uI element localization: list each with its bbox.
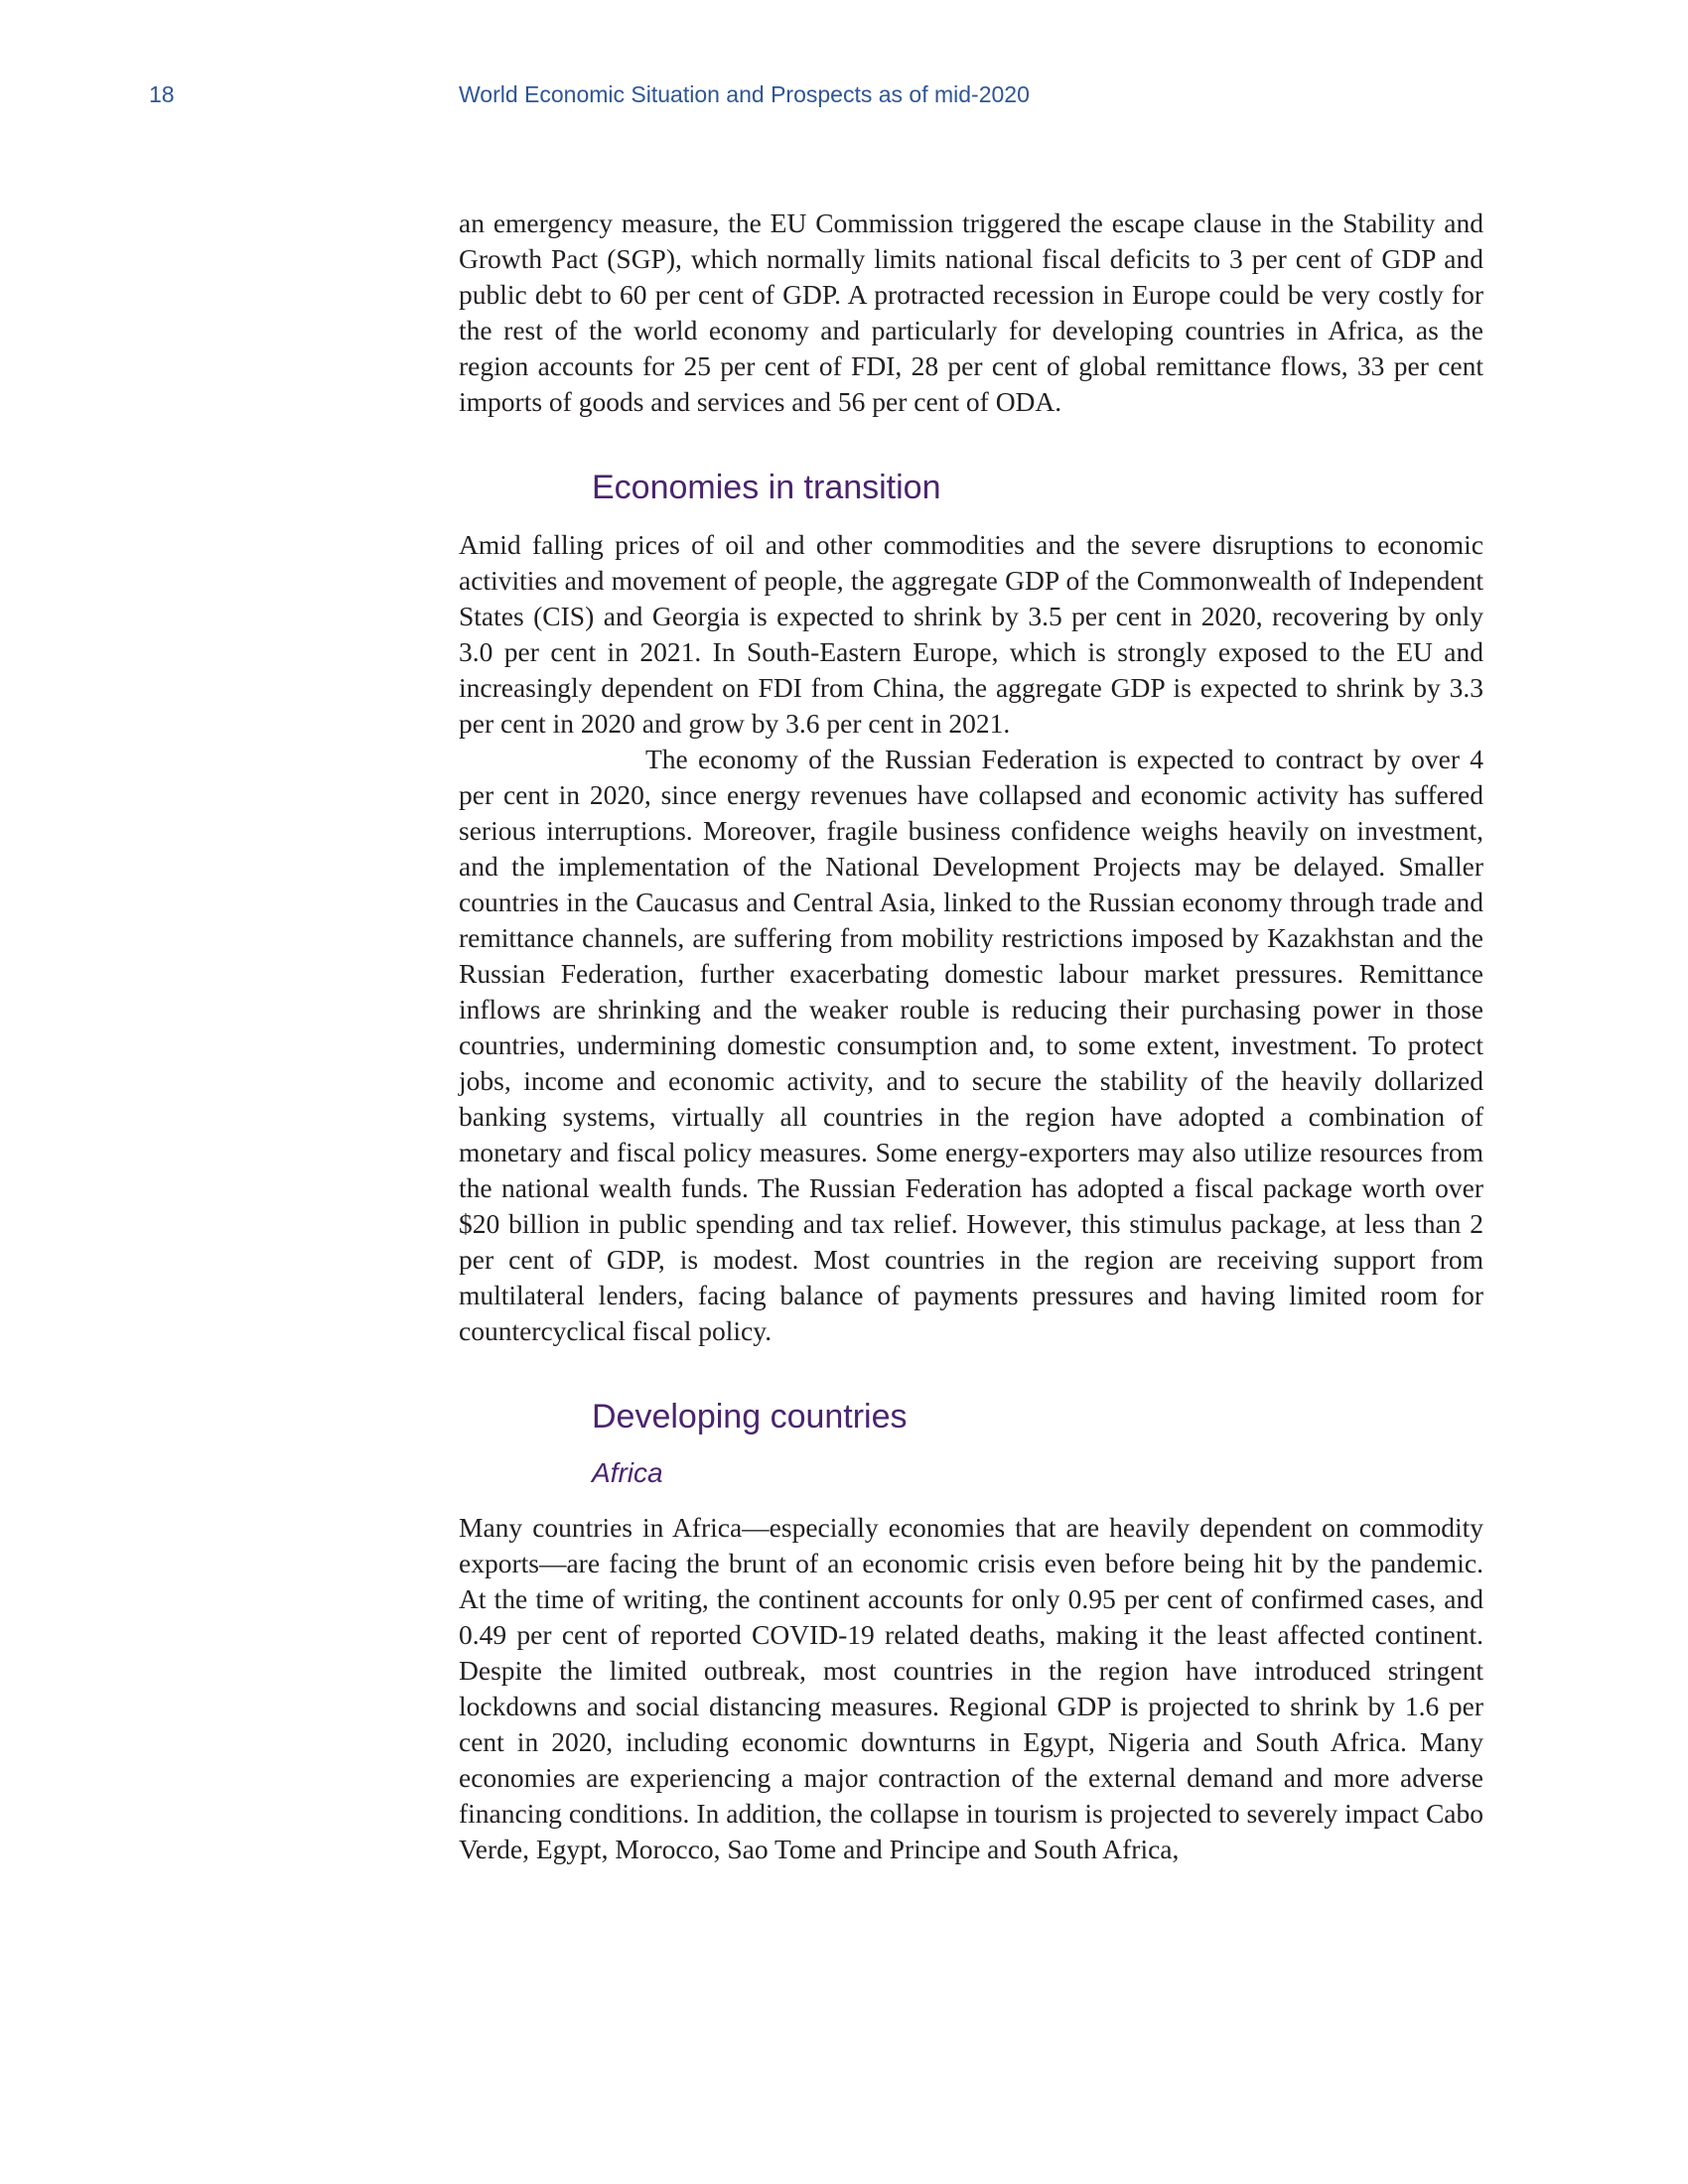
transition-paragraph-2: The economy of the Russian Federation is expected to contract by over 4 per cent in 2020, since energy revenues have collapsed and economic activity has suffered serious interruptions. Moreover, fragile business confidence weighs heavily on investment, and the implementation of the National Development Projects may be delayed. Smaller countries in the Caucasus and Central Asia, linked to the Russian economy through trade and remittance channels, are suffering from mobility restrictions imposed by Kazakhstan and the Russian Federation, further exacerbating domestic labour market pressures. Remittance inflows are shrinking and the weaker rouble is reducing their purchasing power in those countries, undermining domestic consumption and, to some extent, investment. To protect jobs, income and economic activity, and to secure the stability of the heavily dollarized banking systems, virtually all countries in the region have adopted a combination of monetary and fiscal policy measures. Some energy-exporters may also utilize resources from the national wealth funds. The Russian Federation has adopted a fiscal package worth over $20 billion in public spending and tax relief. However, this stimulus package, at less than 2 per cent of GDP, is modest. Most countries in the region are receiving support from multilateral lenders, facing balance of payments pressures and having limited room for countercyclical fiscal policy.: [459, 744, 1483, 1346]
africa-paragraph-1: Many countries in Africa—especially economies that are heavily dependent on commodity exports—are facing the brunt of an economic crisis even before being hit by the pandemic. At the time of writing, the continent accounts for only 0.95 per cent of confirmed cases, and 0.49 per cent of reported COVID-19 related deaths, making it the least affected continent. Despite the limited outbreak, most countries in the region have introduced stringent lockdowns and social distancing measures. Regional GDP is projected to shrink by 1.6 per cent in 2020, including economic downturns in Egypt, Nigeria and South Africa. Many economies are experiencing a major contraction of the external demand and more adverse financing conditions. In addition, the collapse in tourism is projected to severely impact Cabo Verde, Egypt, Morocco, Sao Tome and Principe and South Africa,: [459, 1512, 1483, 1864]
heading-developing-countries: Developing countries: [592, 1398, 908, 1435]
page-number: 18: [149, 81, 175, 107]
intro-paragraph: an emergency measure, the EU Commission triggered the escape clause in the Stability and Growth Pact (SGP), which normally limits national fiscal deficits to 3 per cent of GDP and public debt to 60 per cent of GDP. A protracted recession in Europe could be very costly for the rest of the world economy and particularly for developing countries in Africa, as the region accounts for 25 per cent of FDI, 28 per cent of global remittance flows, 33 per cent imports of goods and services and 56 per cent of ODA.: [459, 207, 1483, 417]
subheading-africa: Africa: [592, 1457, 663, 1488]
running-header: [0, 81, 1688, 121]
heading-economies-in-transition: Economies in transition: [592, 469, 941, 506]
body-column: [459, 205, 1483, 1867]
transition-paragraph-1: Amid falling prices of oil and other commodities and the severe disruptions to economic activities and movement of people, the aggregate GDP of the Commonwealth of Independent States (CIS) and Georgia is expected to shrink by 3.5 per cent in 2020, recovering by only 3.0 per cent in 2021. In South-Eastern Europe, which is strongly exposed to the EU and increasingly dependent on FDI from China, the aggregate GDP is expected to shrink by 3.3 per cent in 2020 and grow by 3.6 per cent in 2021.: [459, 529, 1483, 739]
running-title: World Economic Situation and Prospects as of mid-2020: [459, 81, 1030, 107]
